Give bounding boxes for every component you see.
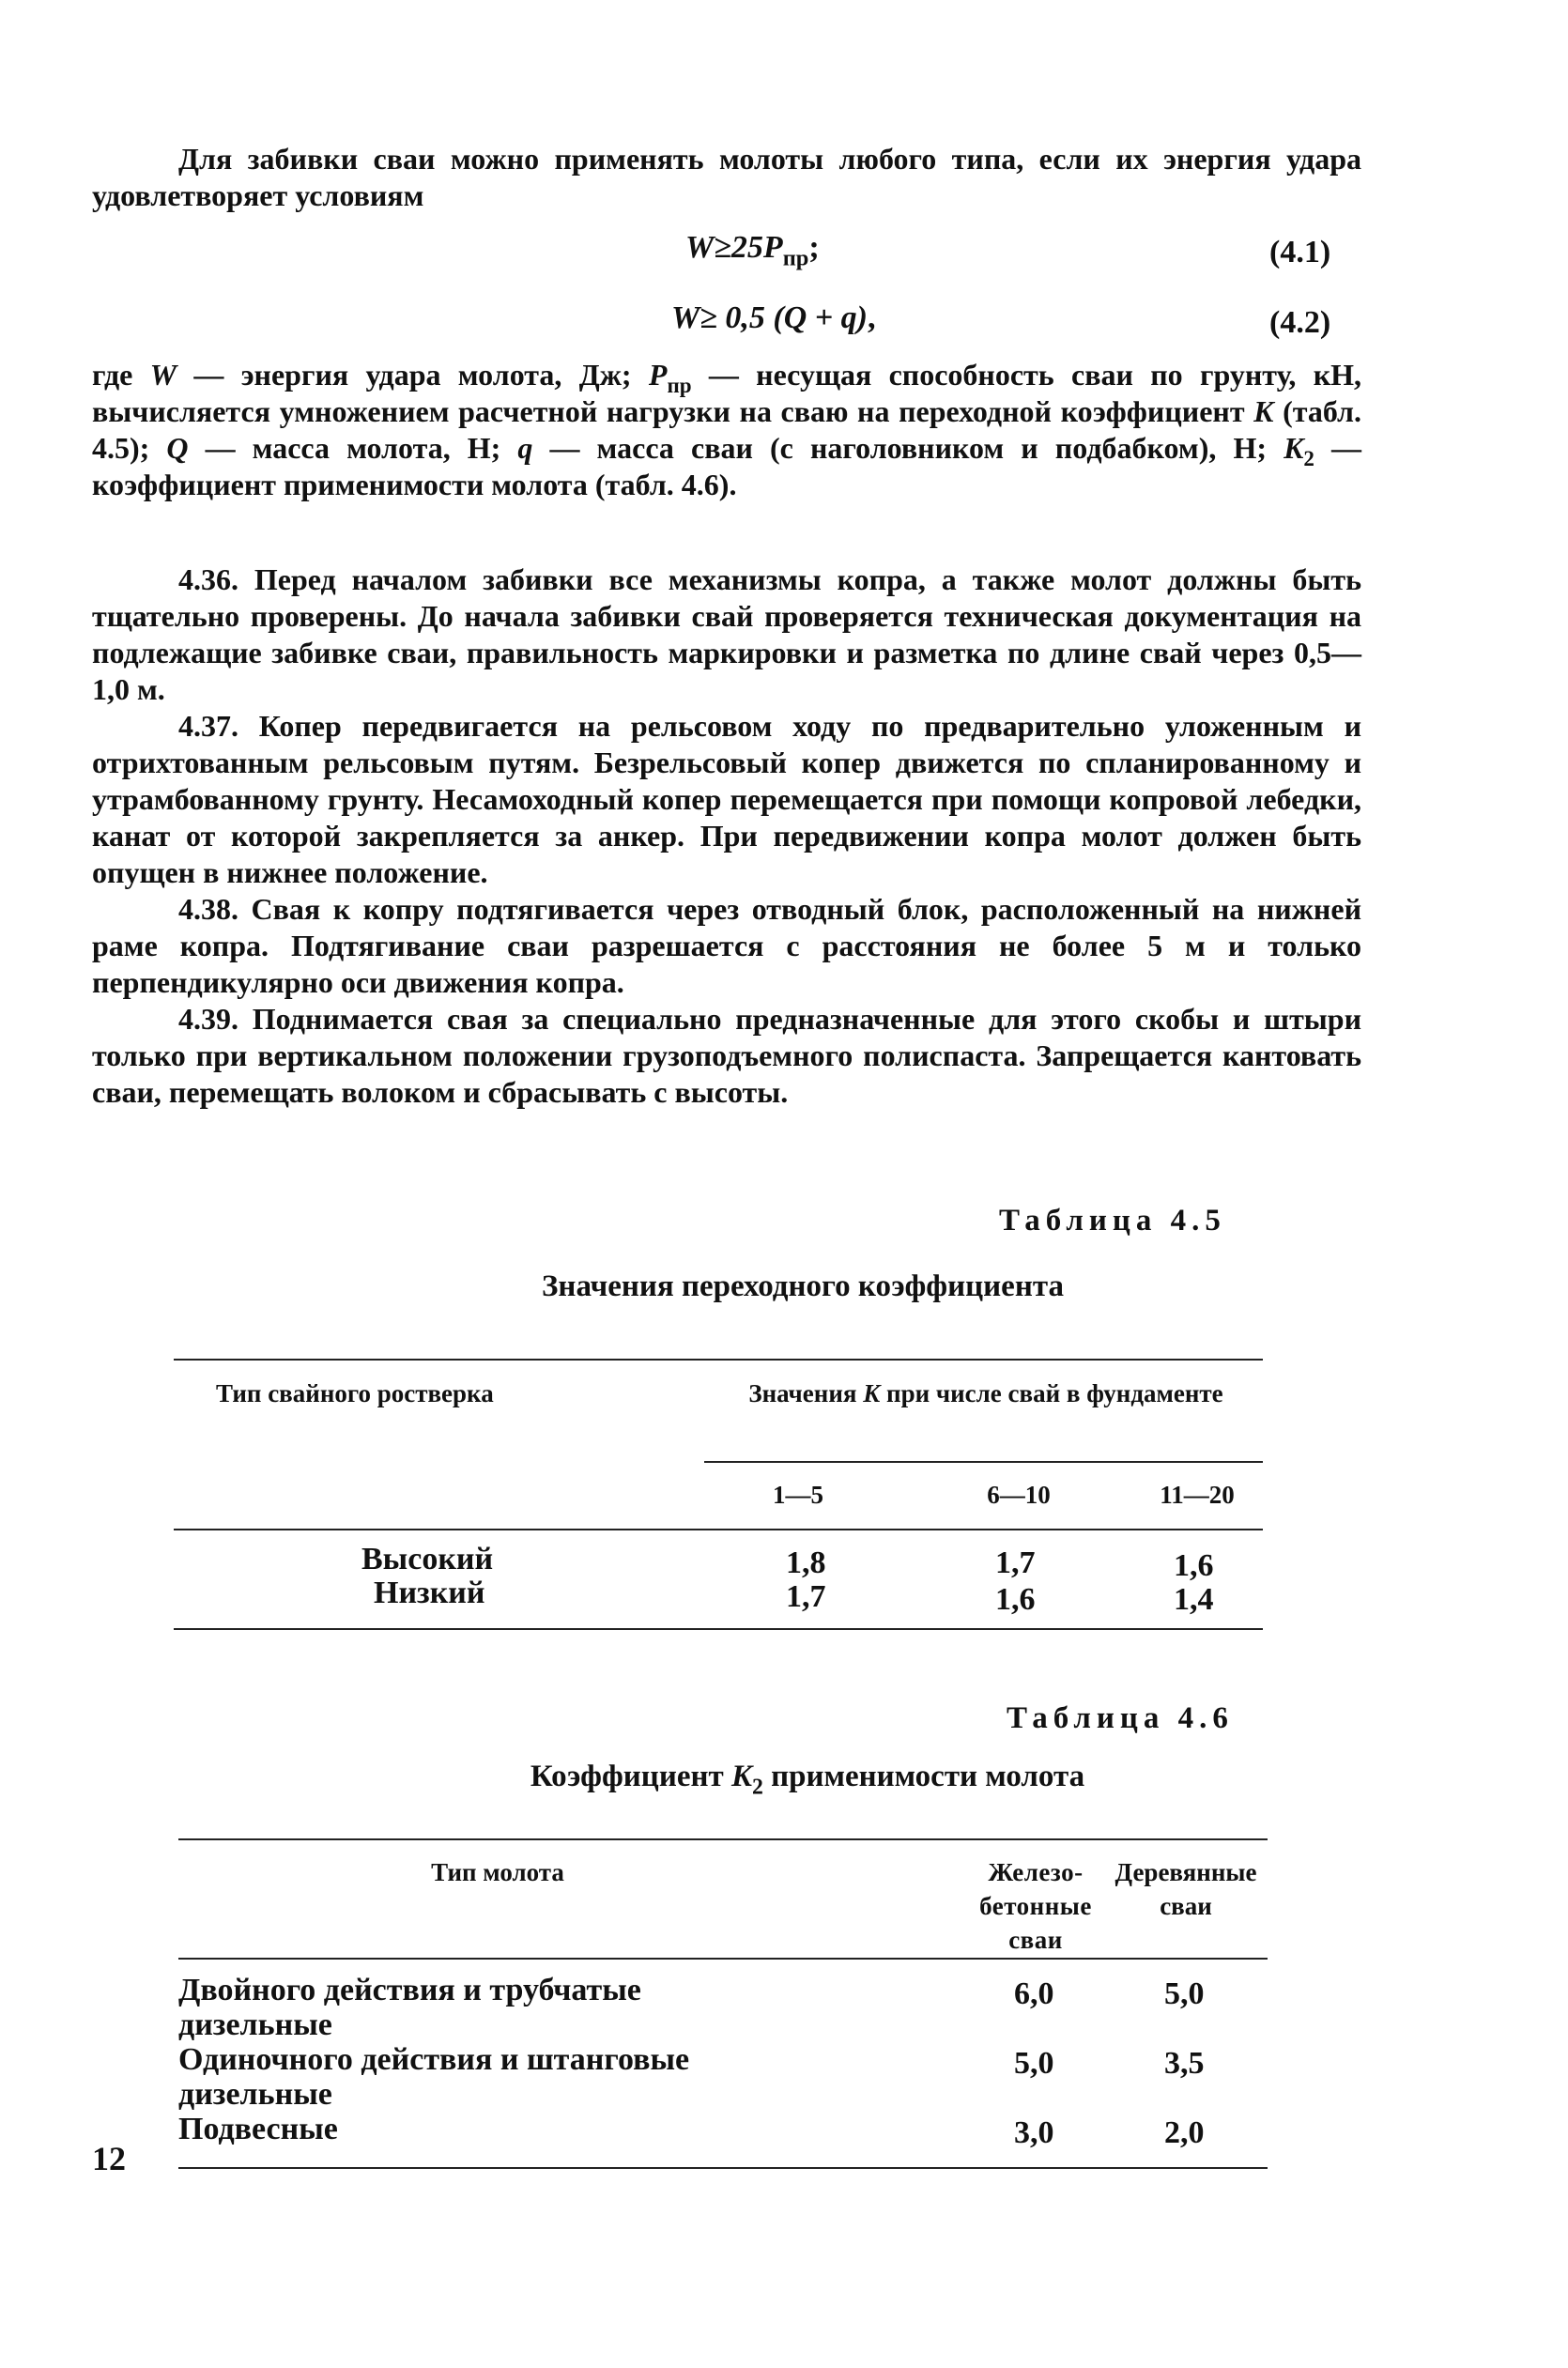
table-4-6-bottom-rule (178, 2167, 1268, 2169)
formula-tail: ; (808, 230, 820, 265)
table-4-5-group-header: Значения K при числе свай в фундаменте (748, 1379, 1223, 1407)
table-4-6-col3-header: Деревянные сваи (1115, 1858, 1257, 1920)
table-4-5-caption: Таблица 4.5 (999, 1204, 1226, 1238)
formula-4-1 (685, 230, 820, 271)
paragraph-4-37: 4.37. Копер передвигается на рельсовом ходу по предварительно уложенным и отрихтованным рельсовым путям. Безрельсовый копер движется по спланированному и утрамбованному грунту. Несамоходный копер перемещается при помощи копровой лебедки, канат от которой закрепляется за анкер. При передвижении копра молот должен быть опущен в нижнее положение. (92, 709, 1361, 889)
table-4-5-cell: 1,7 (995, 1545, 1036, 1580)
table-4-5-header-rule (174, 1529, 1263, 1530)
table-4-5-top-rule (174, 1359, 1263, 1361)
table-4-6-cell: 2,0 (1164, 2115, 1205, 2150)
formula-rhs: 25P (730, 230, 783, 265)
page-number: 12 (92, 2140, 126, 2177)
table-4-6-top-rule (178, 1838, 1268, 1840)
table-4-6-title: Коэффициент $K_2$ применимости молота (530, 1760, 1085, 1800)
table-4-6-cell: 5,0 (1014, 2046, 1054, 2081)
formula-number-4-2: (4.2) (1269, 305, 1331, 340)
table-4-6-cell: 6,0 (1014, 1976, 1054, 2011)
table-4-6-cell: 3,0 (1014, 2115, 1054, 2150)
table-4-5-title: Значения переходного коэффициента (542, 1269, 1064, 1303)
formula-lhs: W (685, 230, 715, 265)
table-4-5-cell: 1,7 (786, 1579, 826, 1614)
intro-text: Для забивки сваи можно применять молоты любого типа, если их энергия удара удовлетворяет условиям (92, 142, 1361, 212)
formula-tail: , (867, 300, 876, 335)
definitions-text: где W — энергия удара молота, Дж; $P_{пр}$ — несущая способность сваи по грунту, кН, вычисляется умножением расчетной нагрузки на сваю на переходной коэффициент K (табл. 4.5); Q — масса молота, Н; q — масса сваи (с наголовником и подбабком), Н; $K_2$ — коэффициент применимости молота (табл. 4.6). (92, 358, 1362, 501)
table-4-5-col1-header: Тип свайного ростверка (216, 1379, 494, 1407)
table-4-6-row-label: Двойного действия и трубчатые дизельные (178, 1973, 641, 2042)
paragraph-4-38: 4.38. Свая к копру подтягивается через отводный блок, расположенный на нижней раме копра. Подтягивание сваи разрешается с расстояния не более 5 м и только перпендикулярно оси движения копра. (92, 892, 1361, 999)
table-4-5-bottom-rule (174, 1628, 1263, 1630)
formula-sub: пр (782, 245, 809, 271)
table-4-6-header-rule (178, 1958, 1268, 1960)
table-4-5-cell: 1,6 (1174, 1548, 1214, 1583)
table-4-5-row-label: Высокий (361, 1542, 494, 1576)
table-4-6-caption: Таблица 4.6 (1007, 1701, 1234, 1735)
table-4-5-group-rule (704, 1461, 1263, 1463)
formula-op: ≥ (714, 230, 731, 265)
table-4-5-row-label: Низкий (374, 1576, 485, 1610)
formula-rhs: 0,5 (Q + q) (725, 300, 868, 335)
table-4-6-col2-header: Железо-бетонные сваи (979, 1858, 1092, 1954)
body-paragraphs (92, 561, 1361, 1111)
table-4-6-cell: 3,5 (1164, 2046, 1205, 2081)
table-4-6-cell: 5,0 (1164, 1976, 1205, 2011)
table-4-5-cell: 1,8 (786, 1545, 826, 1580)
table-4-5-subheader-3: 11—20 (1160, 1481, 1235, 1509)
definitions-paragraph (92, 357, 1361, 503)
table-4-6-col1-header: Тип молота (431, 1858, 564, 1886)
paragraph-4-39: 4.39. Поднимается свая за специально предназначенные для этого скобы и штыри только при вертикальном положении грузоподъемного полиспаста. Запрещается кантовать сваи, перемещать волоком и сбрасывать с высоты. (92, 1002, 1361, 1109)
formula-lhs: W (671, 300, 700, 335)
table-4-5-subheader-1: 1—5 (773, 1481, 823, 1509)
table-4-5-cell: 1,6 (995, 1582, 1036, 1617)
intro-paragraph (92, 141, 1361, 214)
table-4-5-cell: 1,4 (1174, 1582, 1214, 1617)
table-4-6-row-label: Подвесные (178, 2112, 338, 2146)
table-4-6-row-label: Одиночного действия и штанговые дизельные (178, 2042, 690, 2112)
formula-4-2 (671, 300, 875, 336)
formula-number-4-1: (4.1) (1269, 235, 1331, 269)
formula-op: ≥ (699, 300, 717, 335)
table-4-5-subheader-2: 6—10 (987, 1481, 1051, 1509)
paragraph-4-36: 4.36. Перед началом забивки все механизмы копра, а также молот должны быть тщательно проверены. До начала забивки свай проверяется техническая документация на подлежащие забивке сваи, правильность маркировки и разметка по длине свай через 0,5—1,0 м. (92, 562, 1361, 706)
